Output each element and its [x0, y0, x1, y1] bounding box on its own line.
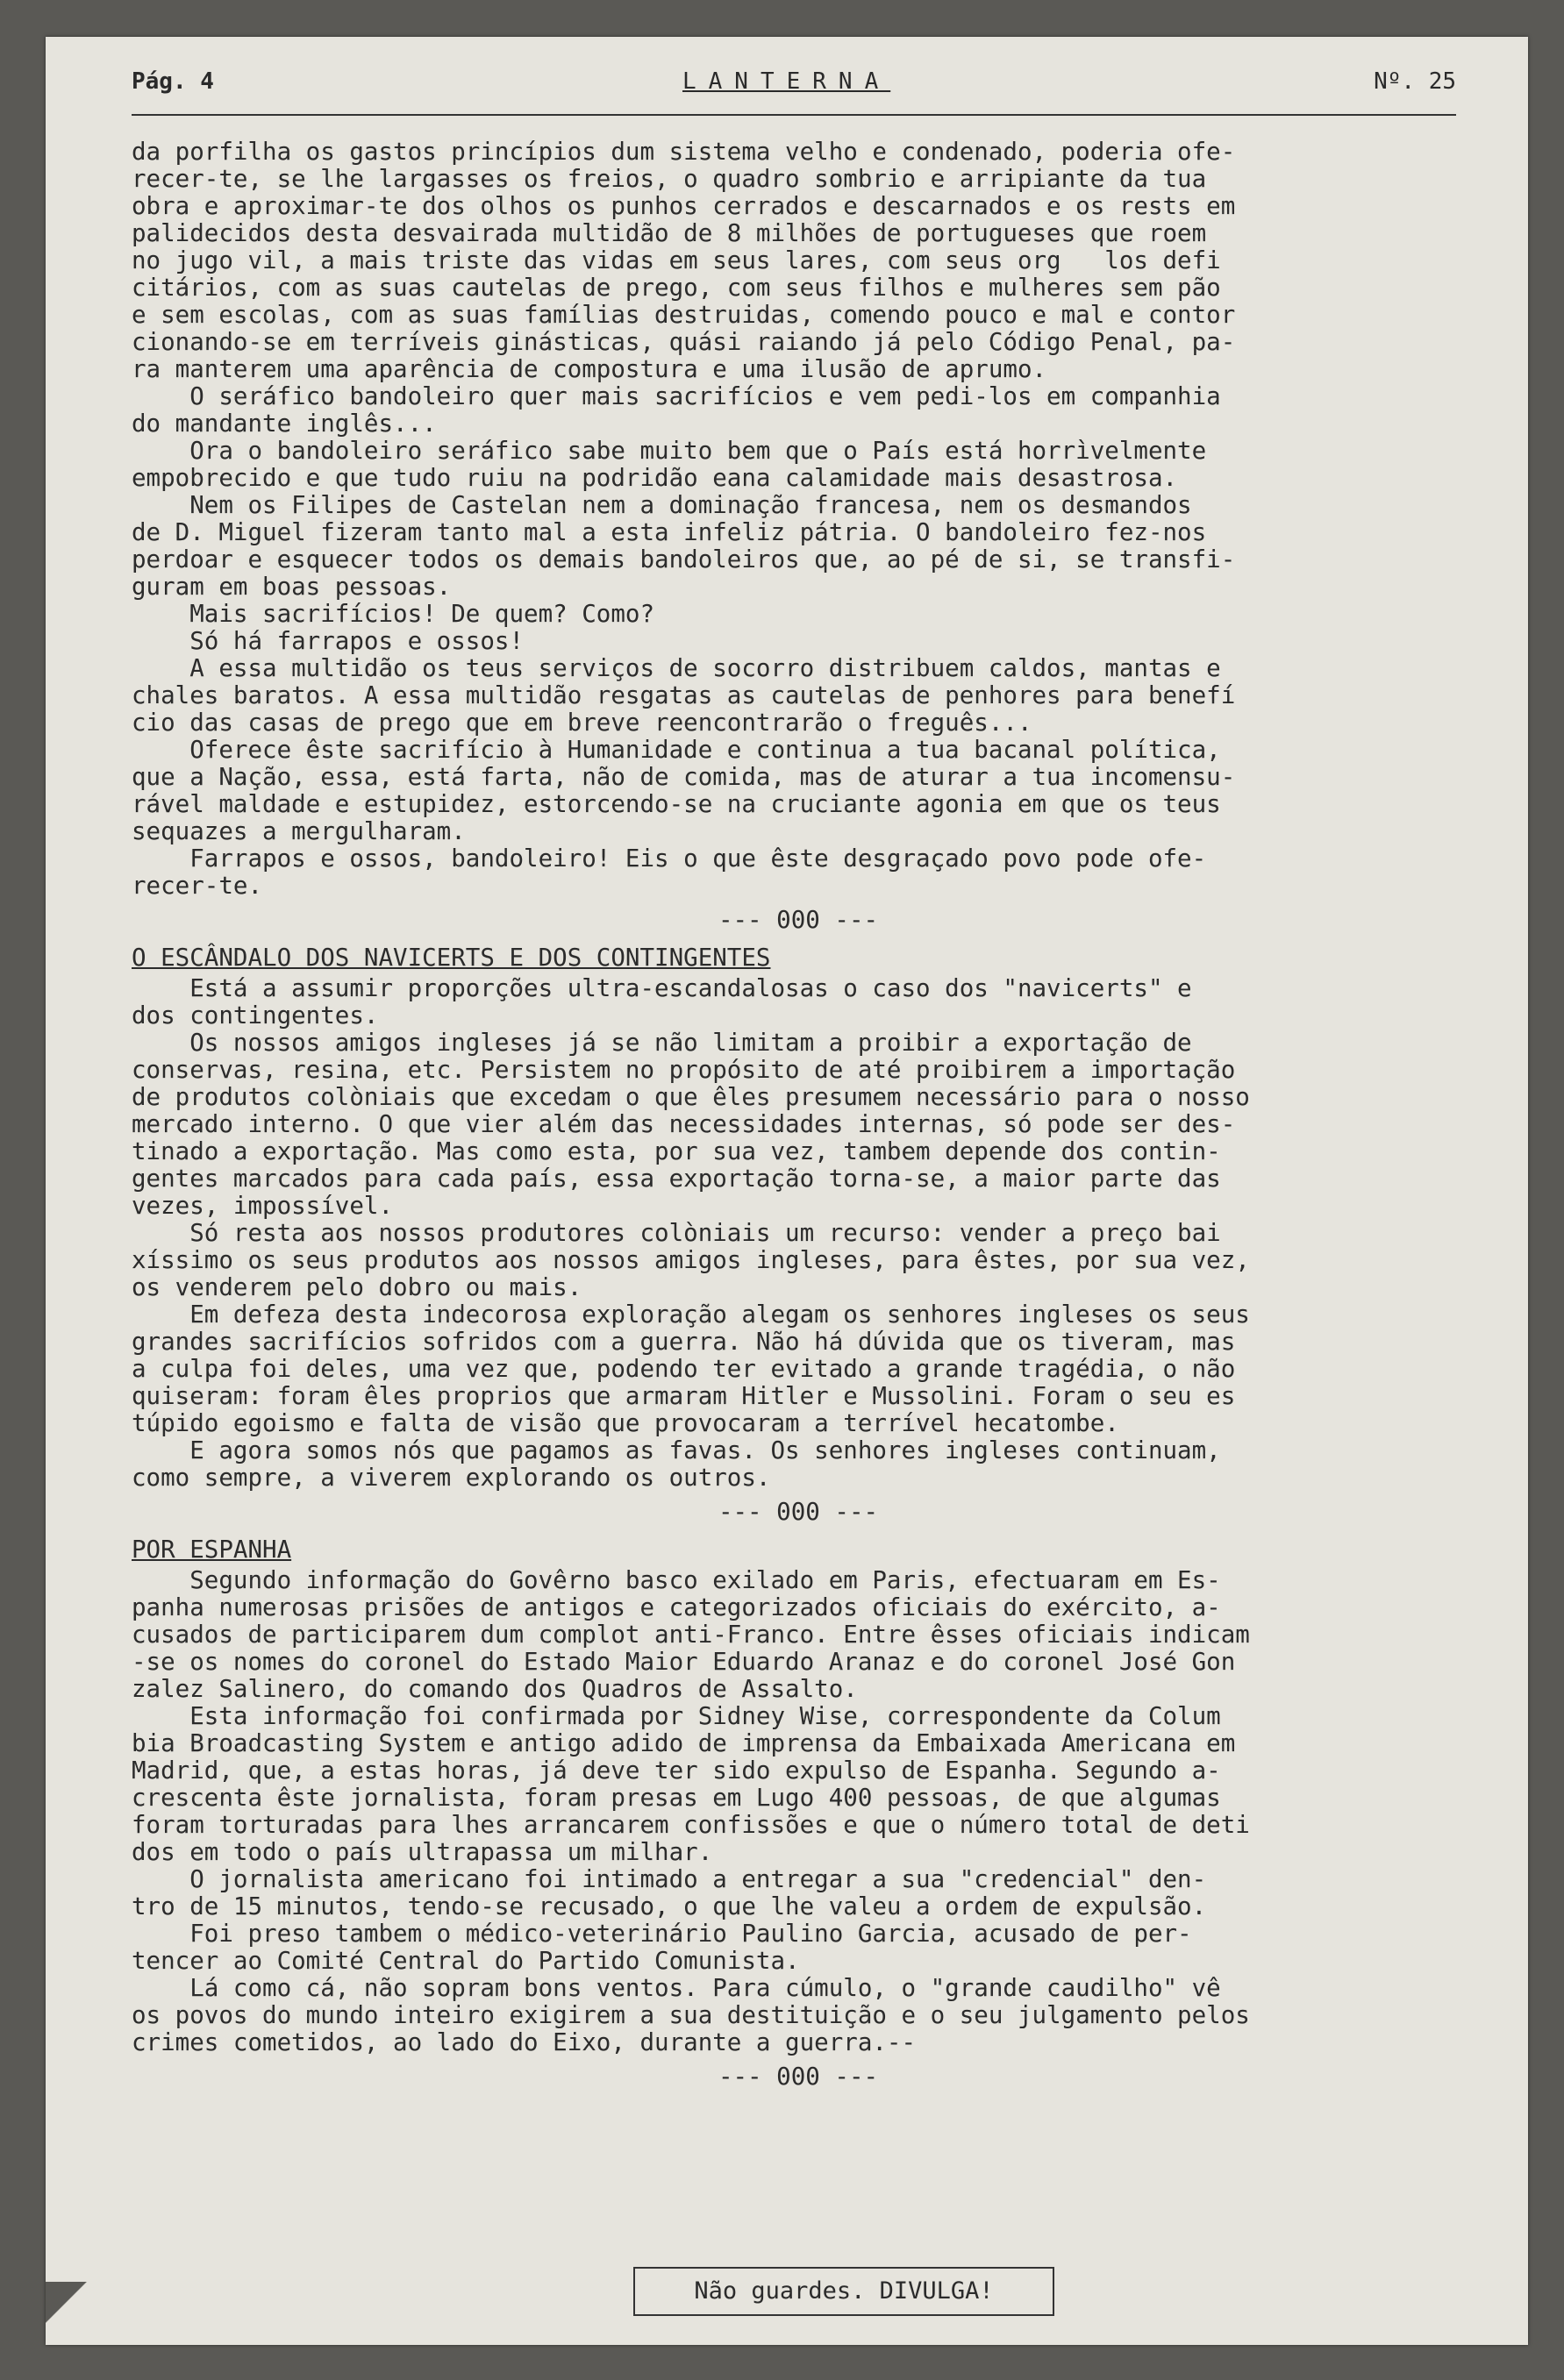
- text-line: empobrecido e que tudo ruiu na podridão eana calamidade mais desastrosa.: [132, 465, 1178, 492]
- header-rule: [132, 114, 1456, 116]
- text-line: crescenta êste jornalista, foram presas em Lugo 400 pessoas, de que algumas: [132, 1785, 1221, 1812]
- text-line: -se os nomes do coronel do Estado Maior Eduardo Aranaz e do coronel José Gon: [132, 1649, 1236, 1676]
- text-line: os venderem pelo dobro ou mais.: [132, 1274, 582, 1301]
- text-line: gentes marcados para cada país, essa exportação torna-se, a maior parte das: [132, 1165, 1221, 1193]
- text-line: A essa multidão os teus serviços de socorro distribuem caldos, mantas e: [132, 655, 1221, 682]
- text-line: Mais sacrifícios! De quem? Como?: [132, 601, 655, 628]
- text-line: palidecidos desta desvairada multidão de 8 milhões de portugueses que roem: [132, 220, 1207, 247]
- text-line: citários, com as suas cautelas de prego, com seus filhos e mulheres sem pão: [132, 274, 1221, 302]
- espanha-article: [132, 1567, 1465, 2056]
- text-line: sequazes a mergulharam.: [132, 818, 466, 845]
- text-line: Os nossos amigos ingleses já se não limitam a proibir a exportação de: [132, 1030, 1192, 1057]
- issue-number: Nº. 25: [1374, 68, 1456, 95]
- newspaper-title: LANTERNA: [682, 68, 891, 95]
- text-line: cio das casas de prego que em breve reencontrarão o freguês...: [132, 709, 1032, 737]
- footer-slogan-box: Não guardes. DIVULGA!: [633, 2267, 1054, 2316]
- page-header: [132, 68, 1456, 112]
- text-line: zalez Salinero, do comando dos Quadros de Assalto.: [132, 1676, 858, 1703]
- text-line: e sem escolas, com as suas famílias destruidas, comendo pouco e mal e contor: [132, 302, 1236, 329]
- text-line: crimes cometidos, ao lado do Eixo, durante a guerra.--: [132, 2029, 917, 2056]
- navicerts-article: [132, 975, 1465, 1492]
- text-line: mercado interno. O que vier além das necessidades internas, só pode ser des-: [132, 1111, 1236, 1138]
- text-line: obra e aproximar-te dos olhos os punhos cerrados e descarnados e os rests em: [132, 193, 1236, 220]
- text-line: guram em boas pessoas.: [132, 574, 452, 601]
- text-line: do mandante inglês...: [132, 410, 437, 438]
- text-line: panha numerosas prisões de antigos e categorizados oficiais do exército, a-: [132, 1594, 1221, 1621]
- text-line: grandes sacrifícios sofridos com a guerra. Não há dúvida que os tiveram, mas: [132, 1329, 1236, 1356]
- text-line: no jugo vil, a mais triste das vidas em seus lares, com seus org los defi: [132, 247, 1221, 274]
- text-line: chales baratos. A essa multidão resgatas as cautelas de penhores para benefí: [132, 682, 1236, 709]
- text-line: Madrid, que, a estas horas, já deve ter sido expulso de Espanha. Segundo a-: [132, 1757, 1221, 1785]
- text-line: Nem os Filipes de Castelan nem a dominação francesa, nem os desmandos: [132, 492, 1192, 519]
- text-line: cionando-se em terríveis ginásticas, quási raiando já pelo Código Penal, pa-: [132, 329, 1236, 356]
- text-line: conservas, resina, etc. Persistem no propósito de até proibirem a importação: [132, 1057, 1236, 1084]
- section-heading-espanha: POR ESPANHA: [132, 1536, 292, 1564]
- text-line: tinado a exportação. Mas como esta, por sua vez, tambem depende dos contin-: [132, 1138, 1221, 1165]
- text-line: tro de 15 minutos, tendo-se recusado, o que lhe valeu a ordem de expulsão.: [132, 1893, 1207, 1920]
- text-line: bia Broadcasting System e antigo adido de imprensa da Embaixada Americana em: [132, 1730, 1236, 1757]
- text-line: Oferece êste sacrifício à Humanidade e continua a tua bacanal política,: [132, 737, 1221, 764]
- text-line: Só há farrapos e ossos!: [132, 628, 525, 655]
- text-line: cusados de participarem dum complot anti-Franco. Entre êsses oficiais indicam: [132, 1621, 1250, 1649]
- text-line: dos em todo o país ultrapassa um milhar.: [132, 1839, 713, 1866]
- separator: --- 000 ---: [718, 1498, 879, 1526]
- text-line: Ora o bandoleiro seráfico sabe muito bem que o País está horrìvelmente: [132, 438, 1207, 465]
- text-line: da porfilha os gastos princípios dum sistema velho e condenado, poderia ofe-: [132, 139, 1236, 166]
- article-body: [132, 139, 1465, 2097]
- torn-corner: [46, 2282, 98, 2345]
- text-line: que a Nação, essa, está farta, não de comida, mas de aturar a tua incomensu-: [132, 764, 1236, 791]
- separator: --- 000 ---: [718, 2063, 879, 2091]
- text-line: rável maldade e estupidez, estorcendo-se na cruciante agonia em que os teus: [132, 791, 1221, 818]
- text-line: de produtos colòniais que excedam o que êles presumem necessário para o nosso: [132, 1084, 1250, 1111]
- text-line: xíssimo os seus produtos aos nossos amigos ingleses, para êstes, por sua vez,: [132, 1247, 1250, 1274]
- page-number: Pág. 4: [132, 68, 214, 95]
- text-line: O jornalista americano foi intimado a entregar a sua "credencial" den-: [132, 1866, 1207, 1893]
- text-line: recer-te, se lhe largasses os freios, o quadro sombrio e arripiante da tua: [132, 166, 1207, 193]
- text-line: ra manterem uma aparência de compostura e uma ilusão de aprumo.: [132, 356, 1047, 383]
- text-line: Só resta aos nossos produtores colòniais um recurso: vender a preço bai: [132, 1220, 1221, 1247]
- text-line: túpido egoismo e falta de visão que provocaram a terrível hecatombe.: [132, 1410, 1119, 1437]
- text-line: recer-te.: [132, 873, 263, 900]
- section-heading-navicerts: O ESCÂNDALO DOS NAVICERTS E DOS CONTINGENTES: [132, 944, 771, 972]
- text-line: Está a assumir proporções ultra-escandalosas o caso dos "navicerts" e: [132, 975, 1192, 1002]
- text-line: tencer ao Comité Central do Partido Comunista.: [132, 1948, 800, 1975]
- text-line: vezes, impossível.: [132, 1193, 394, 1220]
- text-line: como sempre, a viverem explorando os outros.: [132, 1464, 771, 1492]
- text-line: O seráfico bandoleiro quer mais sacrifícios e vem pedi-los em companhia: [132, 383, 1221, 410]
- text-line: quiseram: foram êles proprios que armaram Hitler e Mussolini. Foram o seu es: [132, 1383, 1236, 1410]
- text-line: a culpa foi deles, uma vez que, podendo ter evitado a grande tragédia, o não: [132, 1356, 1236, 1383]
- text-line: foram torturadas para lhes arrancarem confissões e que o número total de deti: [132, 1812, 1250, 1839]
- text-line: Lá como cá, não sopram bons ventos. Para cúmulo, o "grande caudilho" vê: [132, 1975, 1221, 2002]
- text-line: Foi preso tambem o médico-veterinário Paulino Garcia, acusado de per-: [132, 1920, 1192, 1948]
- text-line: Segundo informação do Govêrno basco exilado em Paris, efectuaram em Es-: [132, 1567, 1221, 1594]
- text-line: perdoar e esquecer todos os demais bandoleiros que, ao pé de si, se transfi-: [132, 546, 1236, 574]
- text-line: Esta informação foi confirmada por Sidney Wise, correspondente da Colum: [132, 1703, 1221, 1730]
- intro-article: [132, 139, 1465, 900]
- text-line: os povos do mundo inteiro exigirem a sua destituição e o seu julgamento pelos: [132, 2002, 1250, 2029]
- text-line: Em defeza desta indecorosa exploração alegam os senhores ingleses os seus: [132, 1301, 1250, 1329]
- text-line: de D. Miguel fizeram tanto mal a esta infeliz pátria. O bandoleiro fez-nos: [132, 519, 1207, 546]
- separator: --- 000 ---: [718, 906, 879, 934]
- text-line: E agora somos nós que pagamos as favas. Os senhores ingleses continuam,: [132, 1437, 1221, 1464]
- text-line: Farrapos e ossos, bandoleiro! Eis o que êste desgraçado povo pode ofe-: [132, 845, 1207, 873]
- text-line: dos contingentes.: [132, 1002, 379, 1030]
